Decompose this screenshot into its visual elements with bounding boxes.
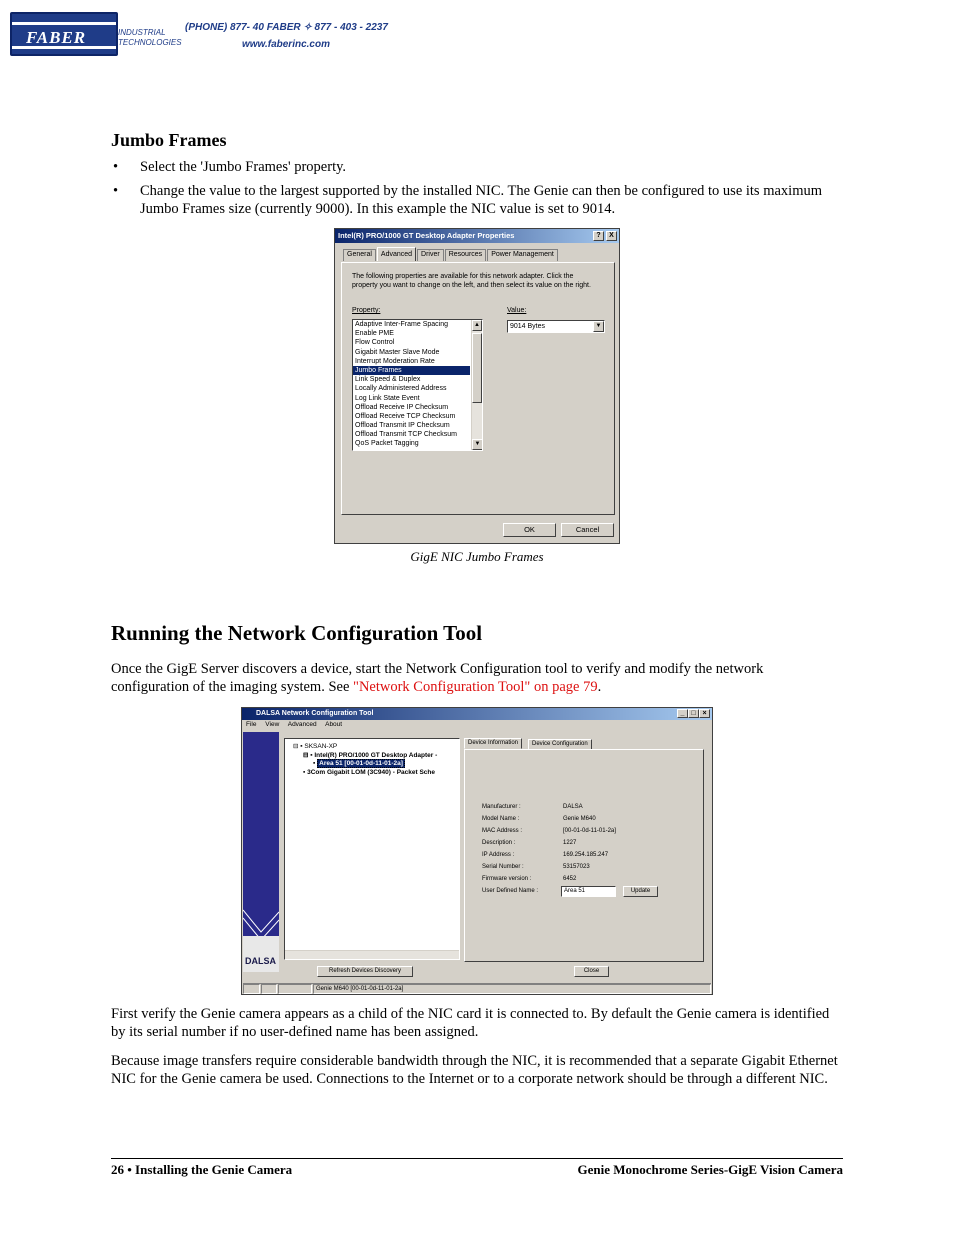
list-item[interactable]: Flow Control: [355, 339, 395, 347]
paragraph: First verify the Genie camera appears as a child of the NIC card it is connected to. By default the Genie camera is identified by its serial number if no user-defined name has been assigned.: [111, 1006, 830, 1040]
close-icon[interactable]: ×: [699, 709, 710, 718]
refresh-discovery-button[interactable]: Refresh Devices Discovery: [317, 966, 413, 977]
tree-root[interactable]: ⊟ ▪ SKSAN-XP: [293, 743, 338, 750]
scroll-thumb[interactable]: [472, 333, 482, 403]
scroll-down-icon[interactable]: ▼: [472, 439, 483, 450]
list-item[interactable]: Link Speed & Duplex: [355, 376, 421, 384]
menu-bar: [246, 721, 349, 728]
bullet-item: • Change the value to the largest supported by the installed NIC. The Genie can then be configured to use its maximum Jumbo Frames size (currently 9000). In this example the NIC value is set to 9014.: [111, 182, 841, 218]
tree-nic-3com[interactable]: ▪ 3Com Gigabit LOM (3C940) - Packet Sche: [303, 769, 435, 776]
status-text: Genie M640 [00-01-0d-11-01-2a]: [313, 984, 711, 994]
help-button[interactable]: ?: [593, 231, 604, 241]
logo-subtitle: INDUSTRIAL TECHNOLOGIES: [118, 28, 182, 47]
logo-text: FABER: [26, 28, 87, 47]
value-label: Value:: [507, 307, 527, 314]
list-item-selected[interactable]: Jumbo Frames: [353, 366, 470, 375]
maximize-icon[interactable]: □: [688, 709, 699, 718]
adapter-properties-dialog: [334, 228, 620, 544]
nct-title-bar: [242, 708, 712, 720]
chevron-down-icon[interactable]: ▼: [593, 321, 604, 332]
tab-power-management[interactable]: Power Management: [487, 249, 558, 261]
section-heading: Running the Network Configuration Tool: [111, 621, 483, 645]
cancel-button[interactable]: Cancel: [561, 523, 614, 537]
brand-sidebar: [243, 732, 279, 972]
list-item[interactable]: Log Link State Event: [355, 394, 420, 402]
company-header: [10, 12, 388, 58]
jumbo-frames-heading: Jumbo Frames: [111, 130, 227, 150]
status-bar: [243, 983, 711, 993]
header-phone: (PHONE) 877- 40 FABER ✧ 877 - 403 - 2237: [185, 22, 388, 33]
minimize-icon[interactable]: _: [677, 709, 688, 718]
list-item[interactable]: Gigabit Master Slave Mode: [355, 348, 440, 356]
list-item[interactable]: Enable PME: [355, 330, 394, 338]
scroll-up-icon[interactable]: ▲: [472, 320, 482, 331]
tab-advanced[interactable]: Advanced: [377, 247, 416, 261]
update-button[interactable]: Update: [623, 886, 658, 897]
dialog-tabs: [343, 249, 559, 261]
list-item[interactable]: Interrupt Moderation Rate: [355, 357, 435, 365]
dalsa-logo: DALSA: [245, 956, 276, 966]
property-label: Property:: [352, 307, 381, 314]
tab-resources[interactable]: Resources: [445, 249, 486, 261]
list-item[interactable]: Adaptive Inter-Frame Spacing: [355, 321, 448, 328]
tree-nic-intel[interactable]: ⊟ ▪ Intel(R) PRO/1000 GT Desktop Adapter -: [303, 752, 438, 759]
panel-description: The following properties are available for this network adapter. Click the property you want to change on the left, and then select its value on the right.: [352, 273, 591, 289]
figure-caption: GigE NIC Jumbo Frames: [410, 549, 544, 564]
list-item[interactable]: Offload Transmit IP Checksum: [355, 422, 450, 430]
tab-driver[interactable]: Driver: [417, 249, 444, 261]
value-combobox[interactable]: [507, 320, 605, 333]
paragraph: Because image transfers require considerable bandwidth through the NIC, it is recommended that a separate Gigabit Ethernet NIC for the Genie camera be used. Connections to the Internet or to a corporate network should be through a different NIC.: [111, 1053, 838, 1087]
dialog-title-bar: [335, 229, 619, 243]
footer-left: 26 • Installing the Genie Camera: [111, 1162, 293, 1177]
footer-rule: [111, 1158, 843, 1159]
device-tree[interactable]: [284, 738, 460, 960]
intro-paragraph: Once the GigE Server discovers a device, start the Network Configuration tool to verify and modify the network configuration of the imaging system. See "Network Configuration Tool" on page 79.: [111, 661, 764, 695]
tab-device-configuration[interactable]: Device Configuration: [528, 739, 592, 750]
footer-right: Genie Monochrome Series-GigE Vision Camera: [577, 1162, 843, 1177]
device-info-pane: [464, 738, 704, 963]
device-info-panel: Manufacturer : DALSA Model Name : Genie M640 MAC Address : [00-01-0d-11-01-2a] Description : 1227 IP Address : 169.254.185.247 Serial Number : 53157023 Firmware version : 6452 User Defined Name : Area 51 Update: [464, 749, 704, 962]
menu-about[interactable]: About: [325, 721, 343, 728]
bullet-item: • Select the 'Jumbo Frames' property.: [111, 158, 841, 176]
value-selected: 9014 Bytes: [510, 323, 546, 330]
faber-logo: [10, 12, 118, 56]
tree-hscrollbar[interactable]: [285, 950, 459, 959]
network-config-tool-window: [241, 707, 713, 995]
menu-file[interactable]: File: [246, 721, 257, 728]
list-item[interactable]: Offload Receive TCP Checksum: [355, 412, 456, 420]
dialog-title: Intel(R) PRO/1000 GT Desktop Adapter Properties: [338, 231, 515, 240]
jumbo-bullets: [111, 158, 841, 224]
menu-advanced[interactable]: Advanced: [287, 721, 317, 728]
list-item[interactable]: QoS Packet Tagging: [355, 440, 419, 448]
page-link[interactable]: "Network Configuration Tool" on page 79: [353, 679, 598, 695]
tab-device-information[interactable]: Device Information: [464, 738, 522, 749]
list-item[interactable]: Offload Receive IP Checksum: [355, 403, 449, 411]
close-button[interactable]: Close: [574, 966, 609, 977]
tree-camera[interactable]: ▪ Area 51 [00-01-0d-11-01-2a]: [313, 760, 403, 767]
ok-button[interactable]: OK: [503, 523, 556, 537]
header-website[interactable]: www.faberinc.com: [242, 39, 330, 50]
advanced-panel: [341, 262, 615, 515]
nct-title: DALSA Network Configuration Tool: [256, 710, 374, 717]
property-listbox[interactable]: [352, 319, 483, 451]
user-name-input[interactable]: Area 51: [561, 886, 616, 897]
tab-general[interactable]: General: [343, 249, 376, 261]
menu-view[interactable]: View: [265, 721, 280, 728]
list-item[interactable]: Locally Administered Address: [355, 385, 447, 393]
listbox-scrollbar[interactable]: [471, 320, 482, 450]
list-item[interactable]: Offload Transmit TCP Checksum: [355, 431, 457, 439]
close-button[interactable]: X: [606, 231, 617, 241]
